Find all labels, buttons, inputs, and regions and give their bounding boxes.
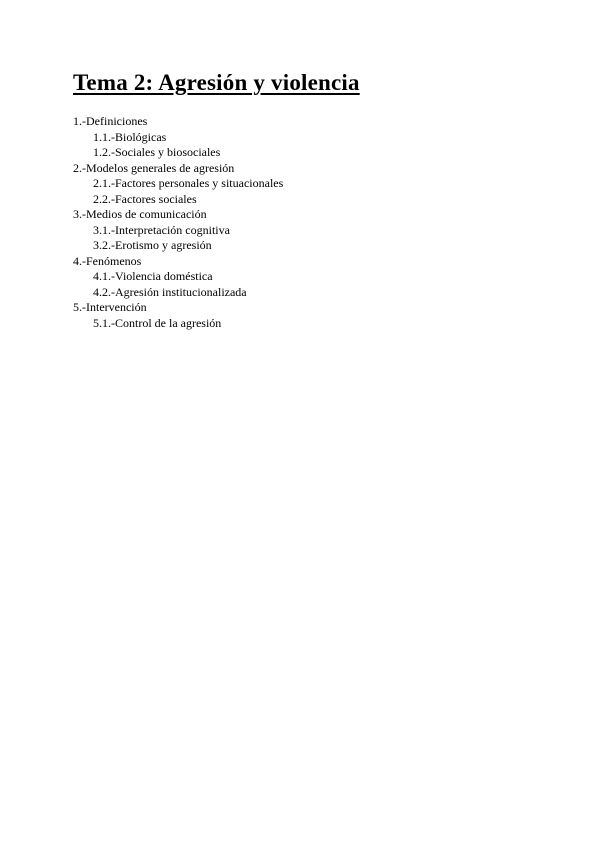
outline-item-2-2: 2.2.-Factores sociales (93, 191, 197, 206)
table-of-contents (73, 114, 283, 331)
outline-item-1: 1.-Definiciones (73, 114, 148, 128)
outline-item-3-1: 3.1.-Interpretación cognitiva (93, 222, 230, 237)
outline-item-5: 5.-Intervención (73, 300, 147, 314)
document-title: Tema 2: Agresión y violencia (73, 70, 360, 95)
outline-item-1-2: 1.2.-Sociales y biosociales (93, 145, 221, 159)
outline-item-3: 3.-Medios de comunicación (73, 207, 207, 221)
outline-item-4-2: 4.2.-Agresión institucionalizada (93, 284, 247, 299)
outline-item-4: 4.-Fenómenos (73, 253, 142, 268)
outline-item-4-1: 4.1.-Violencia doméstica (93, 269, 213, 283)
outline-item-1-1: 1.1.-Biológicas (93, 129, 167, 144)
outline-item-3-2: 3.2.-Erotismo y agresión (93, 238, 212, 252)
outline-item-2-1: 2.1.-Factores personales y situacionales (93, 176, 284, 190)
outline-item-2: 2.-Modelos generales de agresión (73, 160, 235, 175)
outline-item-5-1: 5.1.-Control de la agresión (93, 315, 222, 330)
